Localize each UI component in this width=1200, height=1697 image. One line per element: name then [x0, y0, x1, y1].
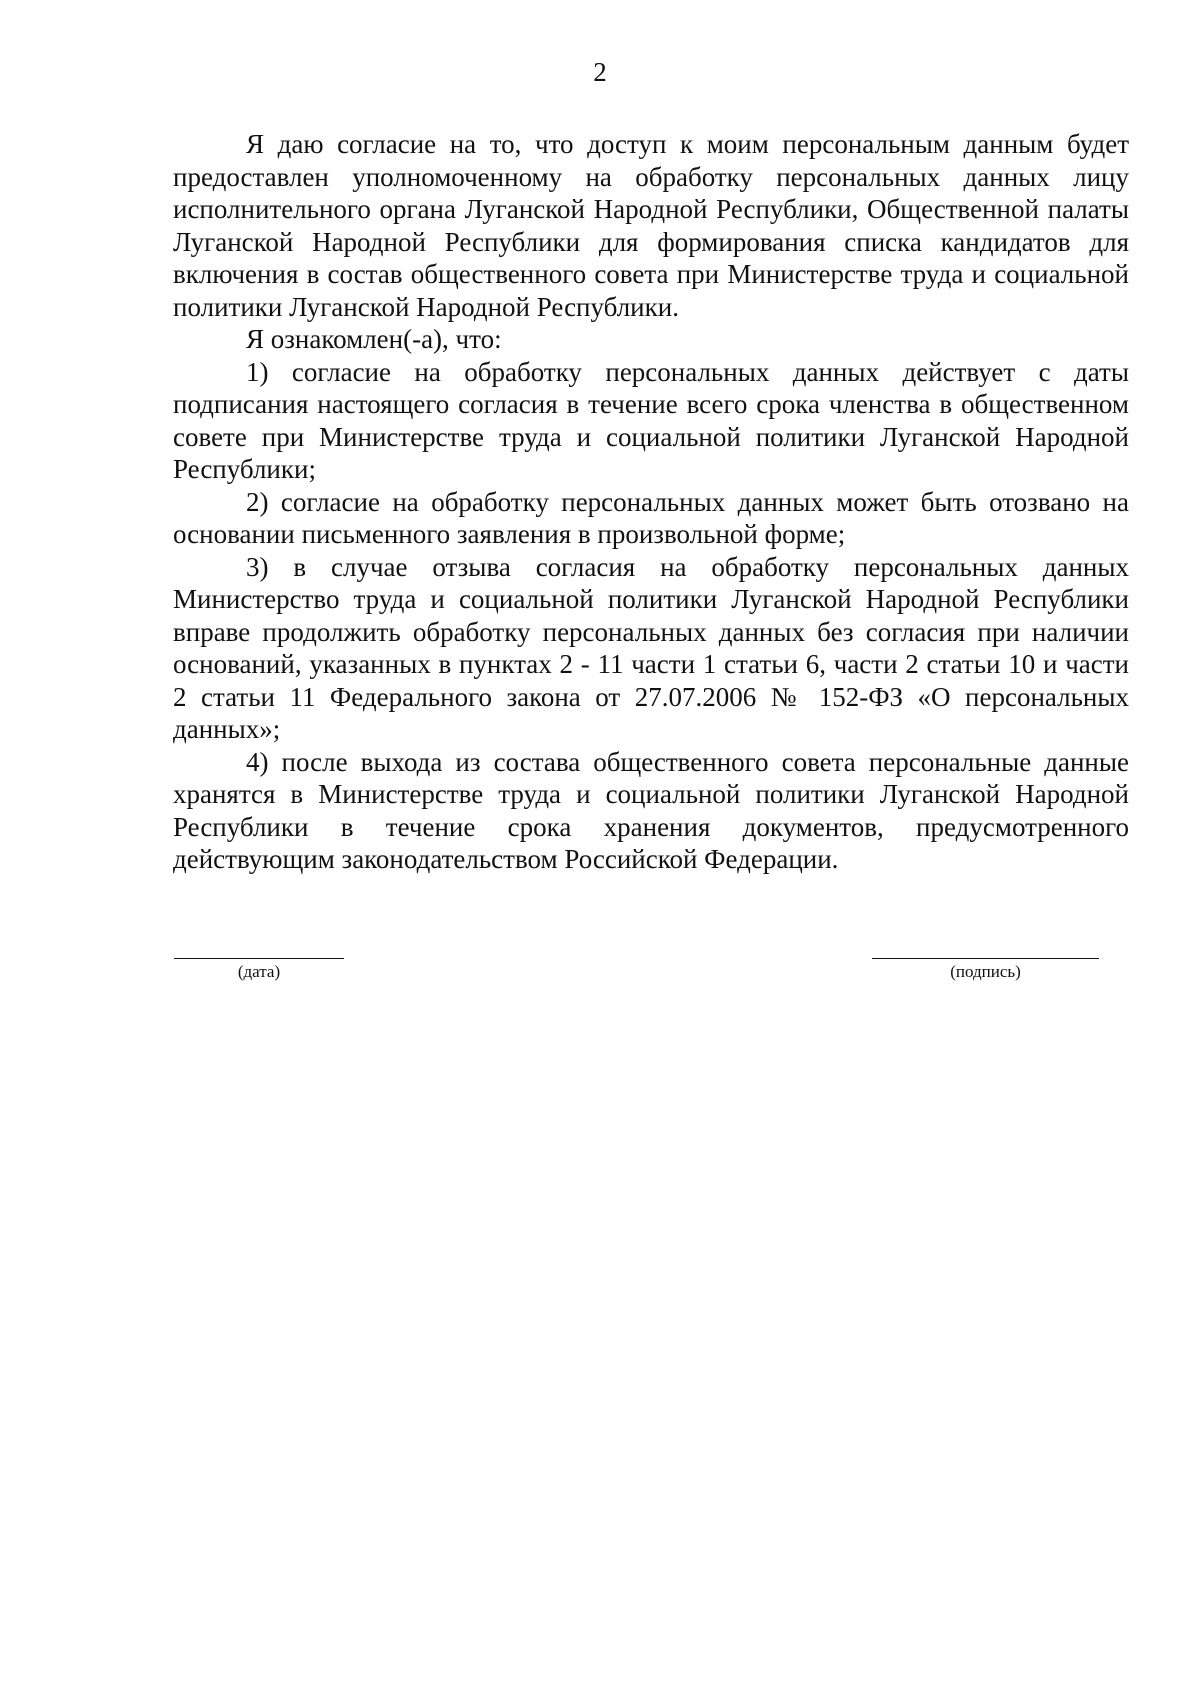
acknowledgement-intro: Я ознакомлен(-а), что: — [246, 324, 502, 354]
acknowledgement-item-4: 4) после выхода из состава общественного совета персональные данные хранятся в Министерстве труда и социальной политики Луганской Народной Республики в течение срока хранения документов, предусмотренного действующим законодательством Российской Федерации. — [173, 746, 1129, 874]
acknowledgement-item-1: 1) согласие на обработку персональных данных действует с даты подписания настоящего согласия в течение всего срока членства в общественном совете при Министерстве труда и социальной политики Луганской Народной Республики; — [173, 356, 1129, 484]
consent-body — [173, 128, 1129, 876]
date-caption: (дата) — [237, 962, 281, 981]
signature-caption: (подпись) — [950, 962, 1021, 981]
page-number: 2 — [593, 57, 607, 87]
date-line — [174, 958, 344, 959]
acknowledgement-item-2: 2) согласие на обработку персональных данных может быть отозвано на основании письменного заявления в произвольной форме; — [173, 486, 1129, 549]
consent-paragraph: Я даю согласие на то, что доступ к моим персональным данным будет предоставлен уполномоченному на обработку персональных данных лицу исполнительного органа Луганской Народной Республики, Общественной палаты Луганской Народной Республики для формирования списка кандидатов для включения в состав общественного совета при Министерстве труда и социальной политики Луганской Народной Республики. — [173, 129, 1129, 322]
signature-field[interactable] — [872, 958, 1099, 982]
acknowledgement-item-3: 3) в случае отзыва согласия на обработку персональных данных Министерство труда и социальной политики Луганской Народной Республики вправе продолжить обработку персональных данных без согласия при наличии оснований, указанных в пунктах 2 - 11 части 1 статьи 6, части 2 статьи 10 и части 2 статьи 11 Федерального закона от 27.07.2006 № 152-ФЗ «О персональных данных»; — [173, 551, 1129, 744]
date-field[interactable] — [174, 958, 344, 982]
signature-line — [872, 958, 1099, 959]
